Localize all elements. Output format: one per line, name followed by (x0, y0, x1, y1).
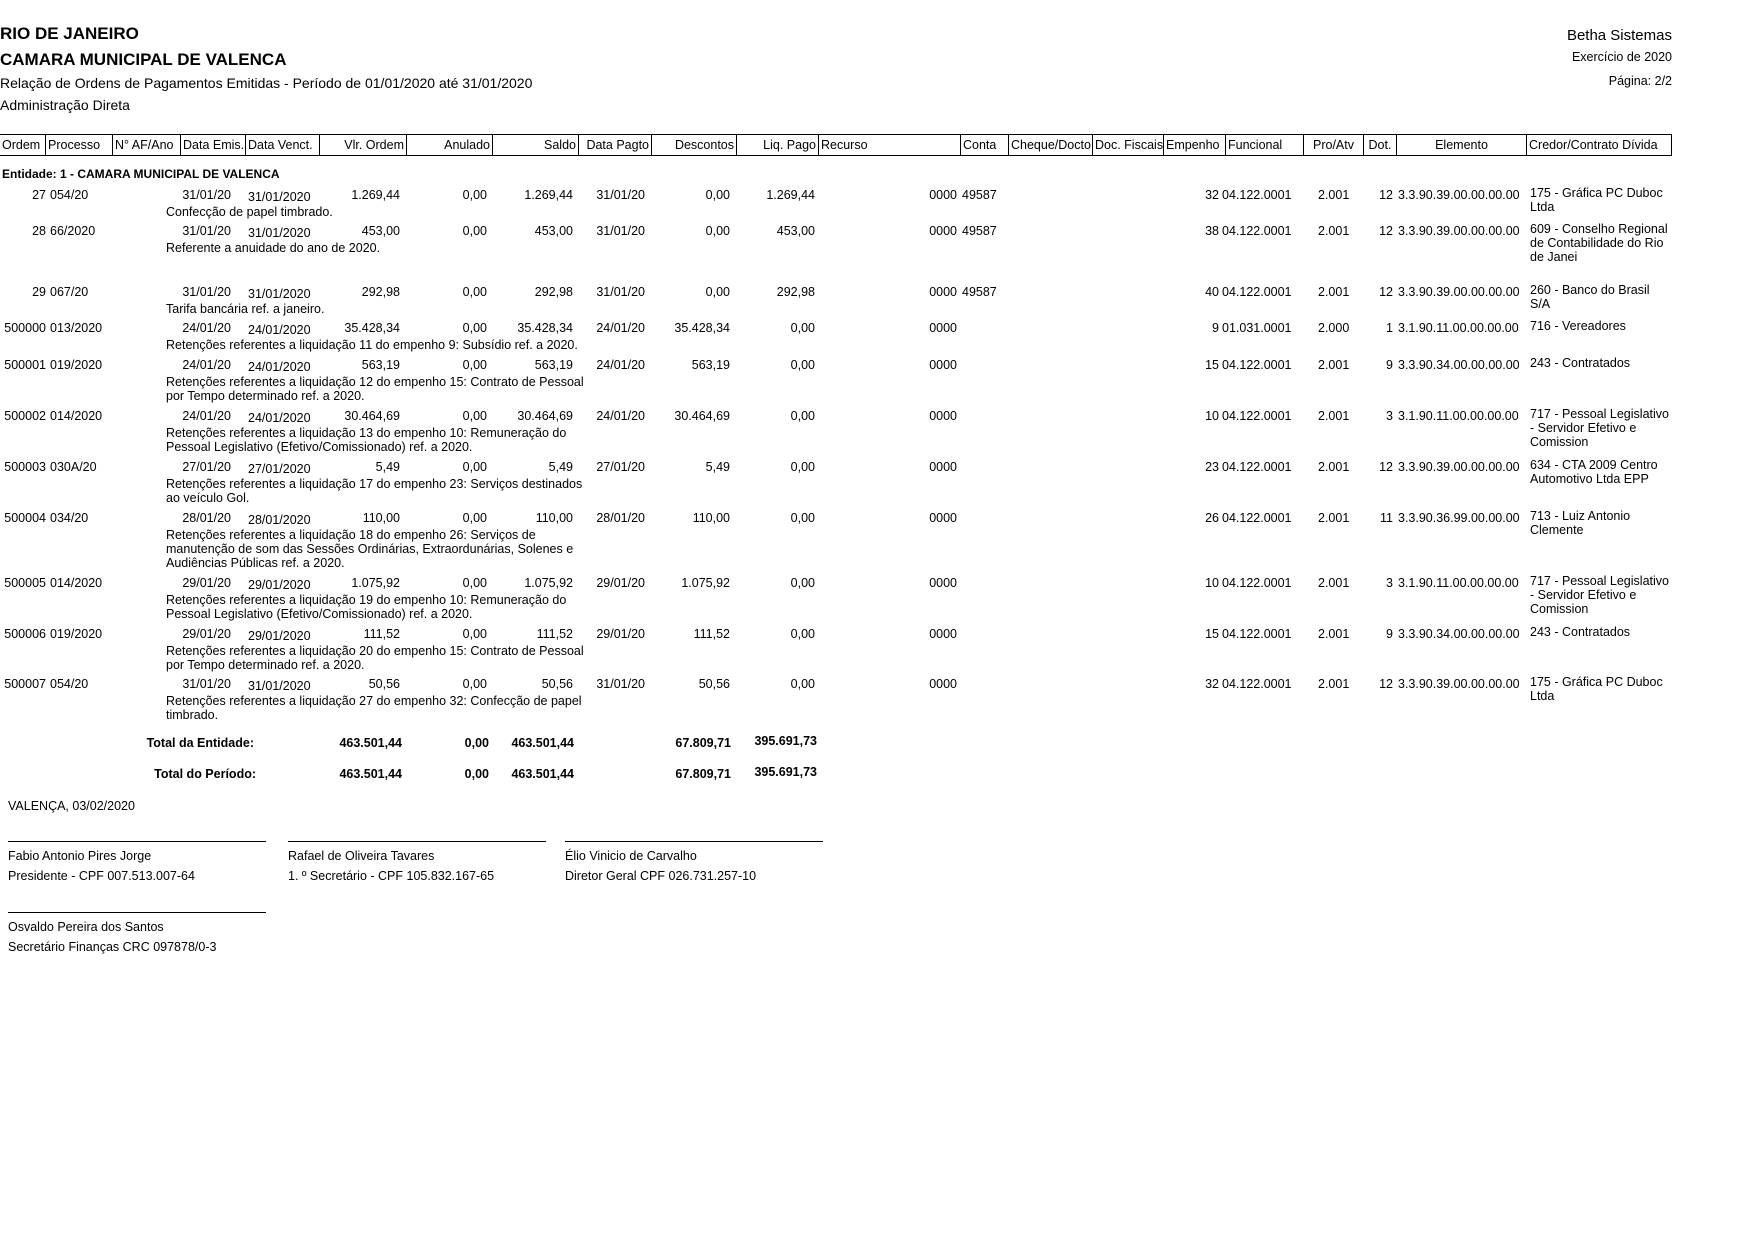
conta: 49587 (962, 224, 997, 238)
data-emis: 31/01/20 (182, 188, 231, 202)
header-top-rule (0, 134, 1672, 135)
processo: 66/2020 (50, 224, 96, 238)
total-vlr: 463.501,44 (339, 736, 402, 750)
empenho: 15 (1205, 358, 1219, 372)
historico: Retenções referentes a liquidação 27 do empenho 32: Confecção de papel timbrado. (166, 694, 582, 722)
recurso: 0000 (929, 285, 957, 299)
col-header-1: Processo (45, 135, 112, 155)
pro-atv: 2.001 (1318, 677, 1350, 691)
col-header-2: N° AF/Ano (112, 135, 180, 155)
descontos: 1.075,92 (681, 576, 730, 590)
col-header-8: Data Pagto (578, 135, 651, 155)
anulado: 0,00 (462, 188, 487, 202)
conta: 49587 (962, 188, 997, 202)
col-header-7: Saldo (492, 135, 578, 155)
funcional: 04.122.0001 (1222, 224, 1292, 238)
elemento: 3.3.90.36.99.00.00.00 (1398, 511, 1520, 525)
anulado: 0,00 (462, 677, 487, 691)
processo: 013/2020 (50, 321, 103, 335)
col-header-15: Empenho (1163, 135, 1225, 155)
credor: 243 - Contratados (1530, 625, 1631, 639)
liq-pago: 0,00 (790, 627, 815, 641)
credor: 634 - CTA 2009 Centro Automotivo Ltda EPP (1530, 458, 1658, 486)
liq-pago: 0,00 (790, 576, 815, 590)
empenho: 10 (1205, 409, 1219, 423)
funcional: 04.122.0001 (1222, 460, 1292, 474)
liq-pago: 1.269,44 (766, 188, 815, 202)
historico: Retenções referentes a liquidação 11 do empenho 9: Subsídio ref. a 2020. (166, 338, 578, 352)
empenho: 26 (1205, 511, 1219, 525)
data-pagto: 27/01/20 (596, 460, 645, 474)
historico: Retenções referentes a liquidação 17 do empenho 23: Serviços destinados ao veículo Gol. (166, 477, 583, 505)
dot: 12 (1379, 224, 1393, 238)
empenho: 23 (1205, 460, 1219, 474)
place-date: VALENÇA, 03/02/2020 (8, 799, 135, 813)
empenho: 10 (1205, 576, 1219, 590)
saldo: 30.464,69 (517, 409, 573, 423)
funcional: 04.122.0001 (1222, 511, 1292, 525)
elemento: 3.3.90.39.00.00.00.00 (1398, 285, 1520, 299)
historico: Retenções referentes a liquidação 20 do empenho 15: Contrato de Pessoal por Tempo determinado ref. a 2020. (166, 644, 584, 672)
ordem: 500002 (4, 409, 46, 423)
col-header-17: Pro/Atv (1303, 135, 1363, 155)
liq-pago: 0,00 (790, 460, 815, 474)
credor: 716 - Vereadores (1530, 319, 1626, 333)
vlr-ordem: 563,19 (361, 358, 400, 372)
historico: Confecção de papel timbrado. (166, 205, 333, 219)
vlr-ordem: 292,98 (361, 285, 400, 299)
anulado: 0,00 (462, 358, 487, 372)
col-header-10: Liq. Pago (736, 135, 818, 155)
signature-line (8, 841, 266, 842)
recurso: 0000 (929, 188, 957, 202)
liq-pago: 0,00 (790, 409, 815, 423)
signer-name: Élio Vinicio de Carvalho (565, 849, 697, 863)
total-label: Total do Período: (154, 767, 256, 781)
vlr-ordem: 1.269,44 (351, 188, 400, 202)
signer-role: Presidente - CPF 007.513.007-64 (8, 869, 195, 883)
elemento: 3.1.90.11.00.00.00.00 (1398, 409, 1519, 423)
saldo: 5,49 (548, 460, 573, 474)
descontos: 0,00 (705, 285, 730, 299)
anulado: 0,00 (462, 460, 487, 474)
recurso: 0000 (929, 511, 957, 525)
empenho: 9 (1212, 321, 1219, 335)
vlr-ordem: 5,49 (375, 460, 400, 474)
dot: 3 (1386, 576, 1393, 590)
pro-atv: 2.001 (1318, 188, 1350, 202)
processo: 019/2020 (50, 358, 103, 372)
data-emis: 28/01/20 (182, 511, 231, 525)
funcional: 04.122.0001 (1222, 188, 1292, 202)
total-label: Total da Entidade: (146, 736, 254, 750)
descontos: 50,56 (698, 677, 730, 691)
dot: 11 (1380, 511, 1393, 525)
entity-label: Entidade: 1 - CAMARA MUNICIPAL DE VALENCA (2, 167, 280, 181)
anulado: 0,00 (462, 285, 487, 299)
credor: 717 - Pessoal Legislativo - Servidor Efetivo e Comission (1530, 574, 1669, 616)
data-venc: 29/01/2020 (248, 629, 311, 643)
data-venc: 24/01/2020 (248, 411, 311, 425)
col-header-11: Recurso (818, 135, 960, 155)
data-venc: 28/01/2020 (248, 513, 311, 527)
pro-atv: 2.001 (1318, 224, 1350, 238)
pro-atv: 2.001 (1318, 409, 1350, 423)
empenho: 15 (1205, 627, 1219, 641)
saldo: 563,19 (534, 358, 573, 372)
vlr-ordem: 110,00 (362, 511, 400, 525)
signature-line (288, 841, 546, 842)
header-right-border (1671, 134, 1672, 155)
col-header-4: Data Venct. (245, 135, 319, 155)
recurso: 0000 (929, 460, 957, 474)
dot: 12 (1379, 285, 1393, 299)
total-anulado: 0,00 (464, 736, 489, 750)
descontos: 35.428,34 (674, 321, 730, 335)
saldo: 35.428,34 (517, 321, 573, 335)
elemento: 3.3.90.39.00.00.00.00 (1398, 677, 1520, 691)
pro-atv: 2.001 (1318, 511, 1350, 525)
liq-pago: 453,00 (776, 224, 815, 238)
saldo: 1.075,92 (524, 576, 573, 590)
col-header-0: Ordem (2, 138, 41, 152)
liq-pago: 0,00 (790, 321, 815, 335)
col-header-12: Conta (960, 135, 1008, 155)
ordem: 500006 (4, 627, 46, 641)
data-venc: 31/01/2020 (248, 679, 311, 693)
funcional: 04.122.0001 (1222, 409, 1292, 423)
credor: 175 - Gráfica PC Duboc Ltda (1530, 186, 1663, 214)
signer-role: 1. º Secretário - CPF 105.832.167-65 (288, 869, 495, 883)
data-venc: 31/01/2020 (248, 226, 311, 240)
col-header-19: Elemento (1396, 135, 1526, 155)
col-header-5: Vlr. Ordem (319, 135, 406, 155)
credor: 717 - Pessoal Legislativo - Servidor Efetivo e Comission (1530, 407, 1669, 449)
saldo: 453,00 (534, 224, 573, 238)
liq-pago: 292,98 (776, 285, 815, 299)
recurso: 0000 (929, 321, 957, 335)
vlr-ordem: 1.075,92 (351, 576, 400, 590)
data-pagto: 31/01/20 (596, 188, 645, 202)
processo: 054/20 (50, 677, 89, 691)
credor: 713 - Luiz Antonio Clemente (1530, 509, 1631, 537)
anulado: 0,00 (462, 224, 487, 238)
signer-name: Rafael de Oliveira Tavares (288, 849, 435, 863)
signature-line (8, 912, 266, 913)
pro-atv: 2.001 (1318, 358, 1350, 372)
data-pagto: 31/01/20 (596, 224, 645, 238)
pro-atv: 2.001 (1318, 460, 1350, 474)
data-emis: 31/01/20 (182, 224, 231, 238)
vlr-ordem: 453,00 (361, 224, 400, 238)
saldo: 110,00 (535, 511, 573, 525)
data-emis: 24/01/20 (182, 409, 231, 423)
ordem: 500001 (4, 358, 46, 372)
data-emis: 24/01/20 (182, 358, 231, 372)
processo: 054/20 (50, 188, 89, 202)
data-pagto: 24/01/20 (596, 321, 645, 335)
data-venc: 31/01/2020 (248, 287, 311, 301)
recurso: 0000 (929, 224, 957, 238)
descontos: 0,00 (705, 224, 730, 238)
signer-role: Diretor Geral CPF 026.731.257-10 (565, 869, 757, 883)
saldo: 292,98 (534, 285, 573, 299)
ordem: 500003 (4, 460, 46, 474)
descontos: 0,00 (705, 188, 730, 202)
total-descontos: 67.809,71 (675, 767, 731, 781)
anulado: 0,00 (462, 511, 487, 525)
liq-pago: 0,00 (790, 358, 815, 372)
anulado: 0,00 (462, 576, 487, 590)
recurso: 0000 (929, 358, 957, 372)
col-header-3: Data Emis. (180, 135, 245, 155)
anulado: 0,00 (462, 321, 487, 335)
total-vlr: 463.501,44 (339, 767, 402, 781)
dot: 3 (1386, 409, 1393, 423)
processo: 014/2020 (50, 409, 103, 423)
data-pagto: 31/01/20 (596, 677, 645, 691)
ordem: 500007 (4, 677, 46, 691)
data-emis: 27/01/20 (182, 460, 231, 474)
processo: 067/20 (50, 285, 89, 299)
credor: 260 - Banco do Brasil S/A (1530, 283, 1650, 311)
dot: 9 (1386, 627, 1393, 641)
vlr-ordem: 50,56 (368, 677, 400, 691)
funcional: 04.122.0001 (1222, 285, 1292, 299)
total-liq: 395.691,73 (754, 734, 817, 748)
state-name: RIO DE JANEIRO (0, 24, 139, 43)
page-number: Página: 2/2 (1608, 74, 1672, 88)
historico: Retenções referentes a liquidação 19 do empenho 10: Remuneração do Pessoal Legislativo (Efetivo/Comissionado) ref. a 2020. (166, 593, 567, 621)
empenho: 38 (1205, 224, 1219, 238)
data-pagto: 24/01/20 (596, 409, 645, 423)
recurso: 0000 (929, 677, 957, 691)
descontos: 30.464,69 (674, 409, 730, 423)
col-header-20: Credor/Contrato Dívida (1526, 135, 1672, 155)
data-pagto: 28/01/20 (596, 511, 645, 525)
signer-role: Secretário Finanças CRC 097878/0-3 (8, 940, 217, 954)
elemento: 3.1.90.11.00.00.00.00 (1398, 321, 1519, 335)
col-header-13: Cheque/Docto (1008, 135, 1092, 155)
processo: 019/2020 (50, 627, 103, 641)
administration: Administração Direta (0, 97, 130, 113)
vlr-ordem: 30.464,69 (344, 409, 400, 423)
total-saldo: 463.501,44 (511, 767, 574, 781)
ordem: 27 (32, 188, 46, 202)
anulado: 0,00 (462, 409, 487, 423)
funcional: 04.122.0001 (1222, 677, 1292, 691)
elemento: 3.3.90.34.00.00.00.00 (1398, 627, 1520, 641)
ordem: 500000 (4, 321, 46, 335)
total-descontos: 67.809,71 (675, 736, 731, 750)
saldo: 50,56 (541, 677, 573, 691)
data-pagto: 31/01/20 (596, 285, 645, 299)
funcional: 04.122.0001 (1222, 358, 1292, 372)
pro-atv: 2.001 (1318, 285, 1350, 299)
company-name: Betha Sistemas (1566, 27, 1672, 44)
ordem: 29 (32, 285, 46, 299)
signer-name: Fabio Antonio Pires Jorge (8, 849, 152, 863)
data-emis: 31/01/20 (182, 677, 231, 691)
liq-pago: 0,00 (790, 677, 815, 691)
header-bottom-rule (0, 155, 1672, 156)
entity-name: CAMARA MUNICIPAL DE VALENCA (0, 50, 287, 69)
pro-atv: 2.000 (1318, 321, 1350, 335)
dot: 1 (1386, 321, 1393, 335)
data-venc: 27/01/2020 (248, 462, 311, 476)
elemento: 3.3.90.39.00.00.00.00 (1398, 224, 1520, 238)
col-header-14: Doc. Fiscais (1092, 135, 1163, 155)
pro-atv: 2.001 (1318, 576, 1350, 590)
descontos: 110,00 (692, 511, 730, 525)
total-liq: 395.691,73 (754, 765, 817, 779)
historico: Retenções referentes a liquidação 18 do empenho 26: Serviços de manutenção de som das Sessões Ordinárias, Extraordunárias, Solenes e Audiências Públicas ref. a 2020. (166, 528, 574, 570)
data-emis: 31/01/20 (182, 285, 231, 299)
credor: 243 - Contratados (1530, 356, 1631, 370)
funcional: 04.122.0001 (1222, 576, 1292, 590)
credor: 175 - Gráfica PC Duboc Ltda (1530, 675, 1663, 703)
col-header-16: Funcional (1225, 135, 1303, 155)
processo: 014/2020 (50, 576, 103, 590)
historico: Tarifa bancária ref. a janeiro. (166, 302, 325, 316)
ordem: 500005 (4, 576, 46, 590)
report-title: Relação de Ordens de Pagamentos Emitidas - Período de 01/01/2020 até 31/01/2020 (0, 75, 533, 91)
col-header-6: Anulado (406, 135, 492, 155)
total-saldo: 463.501,44 (511, 736, 574, 750)
funcional: 01.031.0001 (1222, 321, 1292, 335)
data-pagto: 29/01/20 (596, 576, 645, 590)
data-venc: 31/01/2020 (248, 190, 311, 204)
vlr-ordem: 111,52 (363, 627, 400, 641)
data-emis: 24/01/20 (182, 321, 231, 335)
funcional: 04.122.0001 (1222, 627, 1292, 641)
empenho: 40 (1205, 285, 1219, 299)
dot: 12 (1379, 188, 1393, 202)
total-anulado: 0,00 (464, 767, 489, 781)
credor: 609 - Conselho Regional de Contabilidade do Rio de Janei (1530, 222, 1668, 264)
data-pagto: 24/01/20 (596, 358, 645, 372)
saldo: 111,52 (536, 627, 573, 641)
data-venc: 24/01/2020 (248, 360, 311, 374)
conta: 49587 (962, 285, 997, 299)
data-emis: 29/01/20 (182, 627, 231, 641)
signature-line (565, 841, 823, 842)
recurso: 0000 (929, 576, 957, 590)
historico: Retenções referentes a liquidação 12 do empenho 15: Contrato de Pessoal por Tempo determinado ref. a 2020. (166, 375, 584, 403)
elemento: 3.3.90.34.00.00.00.00 (1398, 358, 1520, 372)
descontos: 563,19 (691, 358, 730, 372)
vlr-ordem: 35.428,34 (344, 321, 400, 335)
dot: 12 (1379, 460, 1393, 474)
data-venc: 24/01/2020 (248, 323, 311, 337)
col-header-9: Descontos (651, 135, 736, 155)
historico: Referente a anuidade do ano de 2020. (166, 241, 381, 255)
data-emis: 29/01/20 (182, 576, 231, 590)
liq-pago: 0,00 (790, 511, 815, 525)
historico: Retenções referentes a liquidação 13 do empenho 10: Remuneração do Pessoal Legislativo (Efetivo/Comissionado) ref. a 2020. (166, 426, 567, 454)
descontos: 5,49 (705, 460, 730, 474)
elemento: 3.1.90.11.00.00.00.00 (1398, 576, 1519, 590)
ordem: 28 (32, 224, 46, 238)
anulado: 0,00 (462, 627, 487, 641)
dot: 12 (1379, 677, 1393, 691)
descontos: 111,52 (693, 627, 730, 641)
recurso: 0000 (929, 627, 957, 641)
ordem: 500004 (4, 511, 46, 525)
elemento: 3.3.90.39.00.00.00.00 (1398, 460, 1520, 474)
exercise-year: Exercício de 2020 (1571, 50, 1672, 64)
dot: 9 (1386, 358, 1393, 372)
data-venc: 29/01/2020 (248, 578, 311, 592)
empenho: 32 (1205, 677, 1219, 691)
empenho: 32 (1205, 188, 1219, 202)
pro-atv: 2.001 (1318, 627, 1350, 641)
processo: 034/20 (50, 511, 89, 525)
elemento: 3.3.90.39.00.00.00.00 (1398, 188, 1520, 202)
data-pagto: 29/01/20 (596, 627, 645, 641)
recurso: 0000 (929, 409, 957, 423)
col-header-18: Dot. (1363, 135, 1396, 155)
signer-name: Osvaldo Pereira dos Santos (8, 920, 164, 934)
processo: 030A/20 (50, 460, 97, 474)
saldo: 1.269,44 (524, 188, 573, 202)
